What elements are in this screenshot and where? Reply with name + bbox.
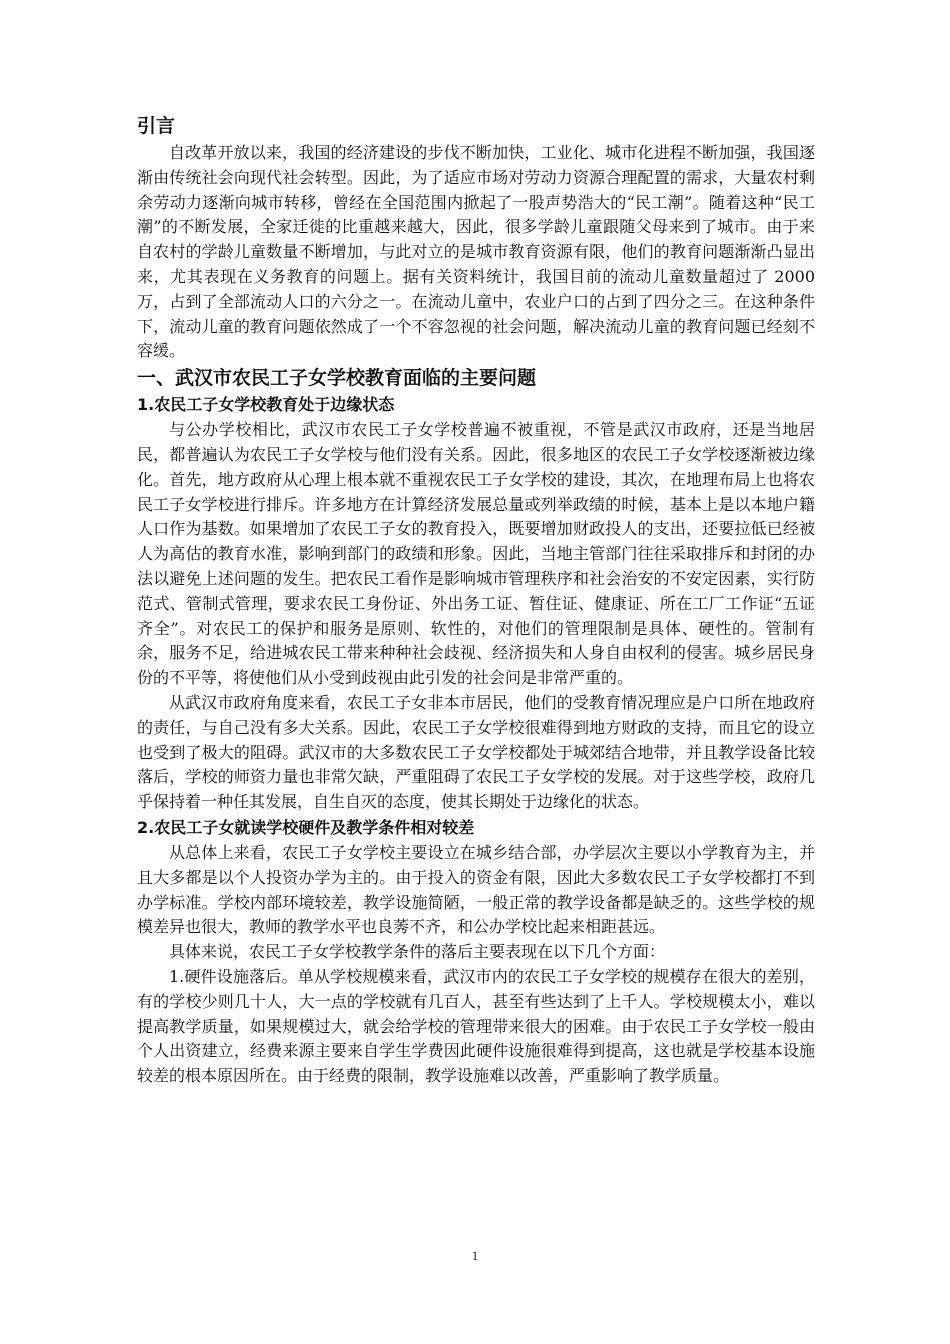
intro-paragraph: 自改革开放以来，我国的经济建设的步伐不断加快，工业化、城市化进程不断加强，我国逐渐由传统社会向现代社会转型。因此，为了适应市场对劳动力资源合理配置的需求，大量农村剩余劳动力逐渐向城市转移，曾经在全国范围内掀起了一股声势浩大的“民工潮”。随着这种“民工潮”的不断发展，全家迁徙的比重越来越大，因此，很多学龄儿童跟随父母来到了城市。由于来自农村的学龄儿童数量不断增加，与此对立的是城市教育资源有限，他们的教育问题渐渐凸显出来，尤其表现在义务教育的问题上。据有关资料统计，我国目前的流动儿童数量超过了 2000 万，占到了全部流动人口的六分之一。在流动儿童中，农业户口的占到了四分之三。在这种条件下，流动儿童的教育问题依然成了一个不容忽视的社会问题，解决流动儿童的教育问题已经刻不容缓。 bbox=[137, 143, 815, 361]
intro-heading: 引言 bbox=[137, 115, 176, 137]
subsection-1-paragraph-1: 与公办学校相比，武汉市农民工子女学校普遍不被重视，不管是武汉市政府，还是当地居民，都普遍认为农民工子女学校与他们没有关系。因此，很多地区的农民工子女学校逐渐被边缘化。首先，地方政府从心理上根本就不重视农民工子女学校的建设，其次，在地理布局上也将农民工子女学校进行排斥。许多地方在计算经济发展总量或列举政绩的时候，基本上是以本地户籍人口作为基数。如果增加了农民工子女的教育投入，既要增加财政投人的支出，还要拉低已经被人为高估的教育水准，影响到部门的政绩和形象。因此，当地主管部门往往采取排斥和封闭的办法以避免上述问题的发生。把农民工看作是影响城市管理秩序和社会治安的不安定因素，实行防范式、管制式管理，要求农民工身份证、外出务工证、暂住证、健康证、所在工厂工作证“五证齐全”。对农民工的保护和服务是原则、软性的，对他们的管理限制是具体、硬性的。管制有余，服务不足，给进城农民工带来种种社会歧视、经济损失和人身自由权利的侵害。城乡居民身份的不平等，将使他们从小受到歧视由此引发的社会问是非常严重的。 bbox=[137, 420, 815, 688]
subsection-1-paragraph-2: 从武汉市政府角度来看，农民工子女非本市居民，他们的受教育情况理应是户口所在地政府的责任，与自己没有多大关系。因此，农民工子女学校很难得到地方财政的支持，而且它的设立也受到了极大的阻碍。武汉市的大多数农民工子女学校都处于城郊结合地带，并且教学设备比较落后，学校的师资力量也非常欠缺，严重阻碍了农民工子女学校的发展。对于这些学校，政府几乎保持着一种任其发展，自生自灭的态度，使其长期处于边缘化的状态。 bbox=[137, 692, 815, 812]
subsection-2-heading: 2.农民工子女就读学校硬件及教学条件相对较差 bbox=[137, 817, 475, 837]
document-body bbox=[137, 112, 815, 1089]
subsection-2-paragraph-3: 1.硬件设施落后。单从学校规模来看，武汉市内的农民工子女学校的规模存在很大的差别，有的学校少则几十人，大一点的学校就有几百人，甚至有些达到了上千人。学校规模太小，难以提高教学质量，如果规模过大，就会给学校的管理带来很大的困难。由于农民工子女学校一般由个人出资建立，经费来源主要来自学生学费因此硬件设施很难得到提高，这也就是学校基本设施较差的根本原因所在。由于经费的限制，教学设施难以改善，严重影响了教学质量。 bbox=[137, 966, 815, 1086]
subsection-2-paragraph-2: 具体来说，农民工子女学校教学条件的落后主要表现在以下几个方面： bbox=[169, 942, 666, 962]
subsection-2-paragraph-1: 从总体上来看，农民工子女学校主要设立在城乡结合部，办学层次主要以小学教育为主，并且大多都是以个人投资办学为主的。由于投入的资金有限，因此大多数农民工子女学校都打不到办学标准。学校内部环境较差，教学设施简陋，一般正常的教学设备都是缺乏的。这些学校的规模差异也很大，教师的教学水平也良莠不齐，和公办学校比起来相距甚远。 bbox=[137, 842, 815, 937]
subsection-1-heading: 1.农民工子女学校教育处于边缘状态 bbox=[137, 395, 395, 415]
page-number: 1 bbox=[471, 1248, 479, 1263]
section-heading: 一、武汉市农民工子女学校教育面临的主要问题 bbox=[137, 367, 537, 390]
